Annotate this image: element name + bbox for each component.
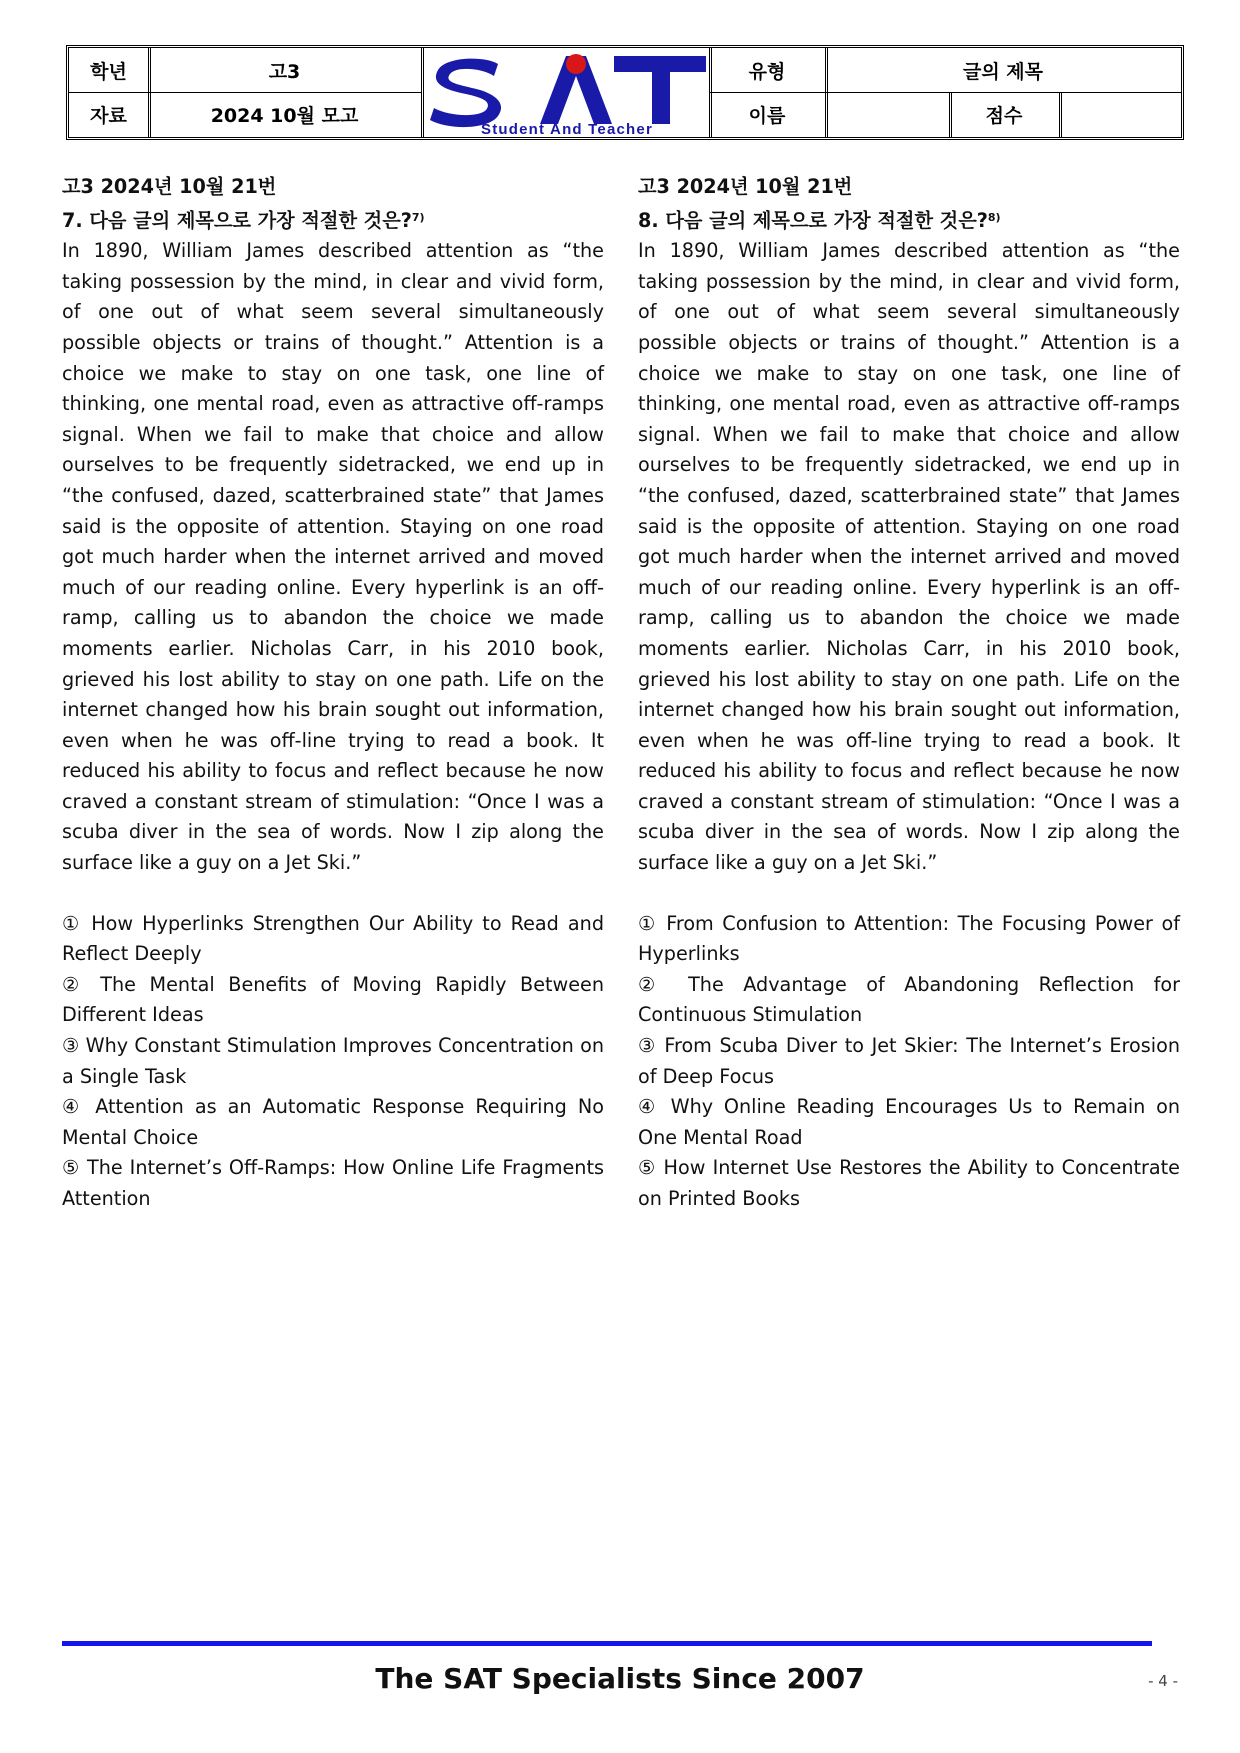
passage-text: In 1890, William James described attention as “the taking possession by the mind, in clear and vivid form, of one out of what seem several simultaneously possible objects or trains of thought.” Attention is a choice we make to stay on one task, one line of thinking, one mental road, even as attractive off-ramps signal. When we fail to make that choice and allow ourselves to be frequently sidetracked, we end up in “the confused, dazed, scatterbrained state” that James said is the opposite of attention. Staying on one road got much harder when the internet arrived and moved much of our reading online. Every hyperlink is an off-ramp, calling us to abandon the choice we made moments earlier. Nicholas Carr, in his 2010 book, grieved his lost ability to stay on one path. Life on the internet changed how his brain sought out information, even when he was off-line trying to read a book. It reduced his ability to focus and reflect because he now craved a constant stream of stimulation: “Once I was a scuba diver in the sea of words. Now I zip along the surface like a guy on a Jet Ski.” bbox=[62, 239, 604, 875]
logo-subtitle: Student And Teacher bbox=[481, 121, 653, 137]
name-field[interactable] bbox=[825, 92, 949, 137]
answer-option-4[interactable]: ④ Why Online Reading Encourages Us to Remain on One Mental Road bbox=[638, 1095, 1180, 1149]
answer-options bbox=[62, 909, 604, 1215]
score-label: 점수 bbox=[985, 105, 1023, 127]
footnote-marker: 8) bbox=[987, 210, 1001, 224]
question-meta: 고3 2024년 10월 21번 bbox=[638, 175, 853, 198]
page-number: - 4 - bbox=[1148, 1672, 1178, 1690]
answer-option-5[interactable]: ⑤ The Internet’s Off-Ramps: How Online Life Fragments Attention bbox=[62, 1156, 604, 1210]
footer-rule bbox=[62, 1641, 1152, 1646]
question-8 bbox=[638, 172, 1180, 1215]
answer-options bbox=[638, 909, 1180, 1215]
sat-logo bbox=[426, 48, 709, 137]
source-value: 2024 10월 모고 bbox=[210, 105, 359, 127]
answer-option-5[interactable]: ⑤ How Internet Use Restores the Ability to Concentrate on Printed Books bbox=[638, 1156, 1180, 1210]
header-divider bbox=[421, 48, 424, 137]
footnote-marker: 7) bbox=[411, 210, 425, 224]
answer-option-1[interactable]: ① From Confusion to Attention: The Focusing Power of Hyperlinks bbox=[638, 911, 1180, 966]
question-title bbox=[62, 203, 604, 237]
answer-option-4[interactable]: ④ Attention as an Automatic Response Requiring No Mental Choice bbox=[62, 1095, 604, 1149]
answer-option-2[interactable]: ② The Advantage of Abandoning Reflection for Continuous Stimulation bbox=[638, 972, 1180, 1027]
question-7 bbox=[62, 172, 604, 1215]
grade-label: 학년 bbox=[90, 60, 127, 83]
type-value: 글의 제목 bbox=[962, 60, 1044, 83]
grade-value: 고3 bbox=[268, 60, 301, 83]
name-label: 이름 bbox=[748, 105, 786, 127]
answer-option-3[interactable]: ③ Why Constant Stimulation Improves Concentration on a Single Task bbox=[62, 1034, 604, 1088]
logo-a-dot bbox=[566, 54, 586, 74]
header-table bbox=[66, 45, 1184, 140]
answer-option-3[interactable]: ③ From Scuba Diver to Jet Skier: The Internet’s Erosion of Deep Focus bbox=[638, 1034, 1180, 1088]
score-field[interactable] bbox=[1059, 92, 1181, 137]
answer-option-2[interactable]: ② The Mental Benefits of Moving Rapidly Between Different Ideas bbox=[62, 972, 604, 1027]
answer-option-1[interactable]: ① How Hyperlinks Strengthen Our Ability to Read and Reflect Deeply bbox=[62, 911, 604, 966]
source-label: 자료 bbox=[90, 105, 127, 127]
question-meta: 고3 2024년 10월 21번 bbox=[62, 175, 277, 198]
question-title-text: 7. 다음 글의 제목으로 가장 적절한 것은? bbox=[62, 208, 412, 232]
question-title bbox=[638, 203, 1180, 237]
type-label: 유형 bbox=[748, 60, 786, 83]
question-title-text: 8. 다음 글의 제목으로 가장 적절한 것은? bbox=[638, 208, 988, 232]
passage-text: In 1890, William James described attention as “the taking possession by the mind, in clear and vivid form, of one out of what seem several simultaneously possible objects or trains of thought.” Attention is a choice we make to stay on one task, one line of thinking, one mental road, even as attractive off-ramps signal. When we fail to make that choice and allow ourselves to be frequently sidetracked, we end up in “the confused, dazed, scatterbrained state” that James said is the opposite of attention. Staying on one road got much harder when the internet arrived and moved much of our reading online. Every hyperlink is an off-ramp, calling us to abandon the choice we made moments earlier. Nicholas Carr, in his 2010 book, grieved his lost ability to stay on one path. Life on the internet changed how his brain sought out information, even when he was off-line trying to read a book. It reduced his ability to focus and reflect because he now craved a constant stream of stimulation: “Once I was a scuba diver in the sea of words. Now I zip along the surface like a guy on a Jet Ski.” bbox=[638, 239, 1180, 875]
footer-title: The SAT Specialists Since 2007 bbox=[375, 1662, 865, 1695]
